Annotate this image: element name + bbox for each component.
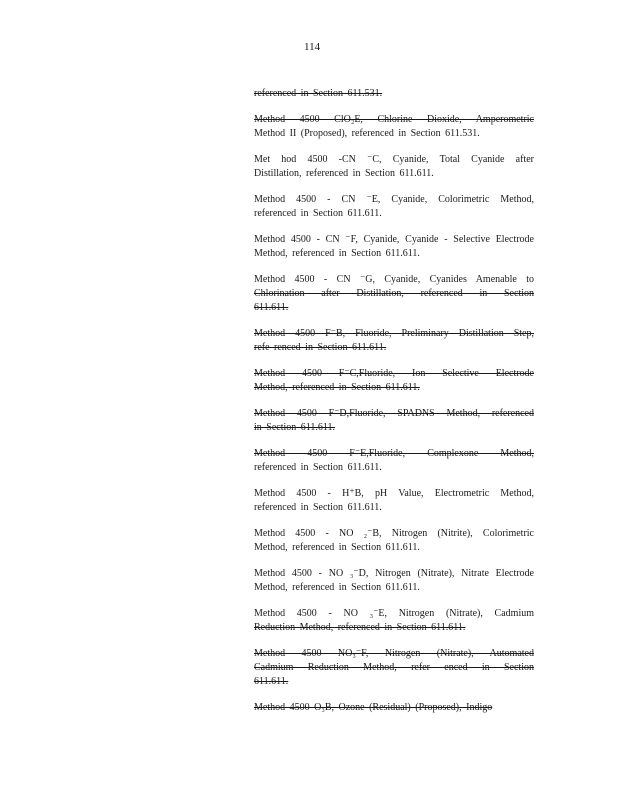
text-line: Met hod 4500 -CN ⁻C, Cyanide, Total Cyanide after bbox=[254, 154, 534, 165]
struck-text-line: Cadmium Reduction Method, refer enced in Section bbox=[254, 662, 534, 673]
method-entry bbox=[254, 193, 534, 221]
struck-text-line: Method 4500 F⁻D,Fluoride, SPADNS Method, referenced bbox=[254, 408, 534, 419]
text-line: Method 4500 - CN ⁻F, Cyanide, Cyanide - Selective Electrode bbox=[254, 234, 534, 245]
method-entry bbox=[254, 607, 534, 635]
page-number: 114 bbox=[304, 41, 321, 53]
text-line: Method, referenced in Section 611.611. bbox=[254, 582, 420, 593]
method-entry bbox=[254, 567, 534, 595]
struck-text-line: Method 4500 ClO₂E, Chlorine Dioxide, Amperometric bbox=[254, 114, 534, 125]
struck-text-line: referenced in Section 611.531. bbox=[254, 88, 383, 99]
struck-text-line: Method 4500 NO₃⁻F, Nitrogen (Nitrate), Automated bbox=[254, 648, 534, 659]
text-line: Distillation, referenced in Section 611.611. bbox=[254, 168, 434, 179]
text-line: Method 4500 - H⁺B, pH Value, Electrometric Method, bbox=[254, 488, 534, 499]
struck-text-line: Method 4500 F⁻B, Fluoride, Preliminary Distillation Step, bbox=[254, 328, 534, 339]
method-entry bbox=[254, 87, 534, 101]
method-entry bbox=[254, 527, 534, 555]
method-entry bbox=[254, 407, 534, 435]
struck-text-line: Chlorination after Distillation, referenced in Section bbox=[254, 288, 534, 299]
struck-text-line: Reduction Method, referenced in Section 611.611. bbox=[254, 622, 466, 633]
text-line: Method, referenced in Section 611.611. bbox=[254, 248, 420, 259]
text-line: referenced in Section 611.611. bbox=[254, 462, 382, 473]
method-entry bbox=[254, 113, 534, 141]
text-line: referenced in Section 611.611. bbox=[254, 208, 382, 219]
struck-text-line: Method, referenced in Section 611.611. bbox=[254, 382, 420, 393]
method-entry bbox=[254, 487, 534, 515]
text-line: Method 4500 - CN ⁻E, Cyanide, Colorimetric Method, bbox=[254, 194, 534, 205]
method-entry bbox=[254, 233, 534, 261]
text-line: Method 4500 - NO ₂⁻B, Nitrogen (Nitrite), Colorimetric bbox=[254, 528, 534, 539]
struck-text-line: 611.611. bbox=[254, 676, 289, 687]
method-reference-list bbox=[254, 87, 534, 727]
method-entry bbox=[254, 327, 534, 355]
method-entry bbox=[254, 153, 534, 181]
text-line: Method 4500 - NO ₃⁻E, Nitrogen (Nitrate), Cadmium bbox=[254, 608, 534, 619]
text-line: Method 4500 - NO ₃⁻D, Nitrogen (Nitrate), Nitrate Electrode bbox=[254, 568, 534, 579]
struck-text-line: refe renced in Section 611.611. bbox=[254, 342, 387, 353]
method-entry bbox=[254, 273, 534, 315]
text-line: Method 4500 - CN ⁻G, Cyanide, Cyanides Amenable to bbox=[254, 274, 534, 285]
struck-text-line: Method 4500 O₃B, Ozone (Residual) (Proposed), Indigo bbox=[254, 702, 493, 713]
method-entry bbox=[254, 367, 534, 395]
text-line: Method, referenced in Section 611.611. bbox=[254, 542, 420, 553]
method-entry bbox=[254, 647, 534, 689]
struck-text-line: Method 4500 F⁻E,Fluoride, Complexone Method, bbox=[254, 448, 534, 459]
struck-text-line: Method 4500 F⁻C,Fluoride, Ion Selective Electrode bbox=[254, 368, 534, 379]
text-line: Method II (Proposed), referenced in Section 611.531. bbox=[254, 128, 480, 139]
struck-text-line: 611.611. bbox=[254, 302, 289, 313]
method-entry bbox=[254, 447, 534, 475]
method-entry bbox=[254, 701, 534, 715]
struck-text-line: in Section 611.611. bbox=[254, 422, 336, 433]
text-line: referenced in Section 611.611. bbox=[254, 502, 382, 513]
